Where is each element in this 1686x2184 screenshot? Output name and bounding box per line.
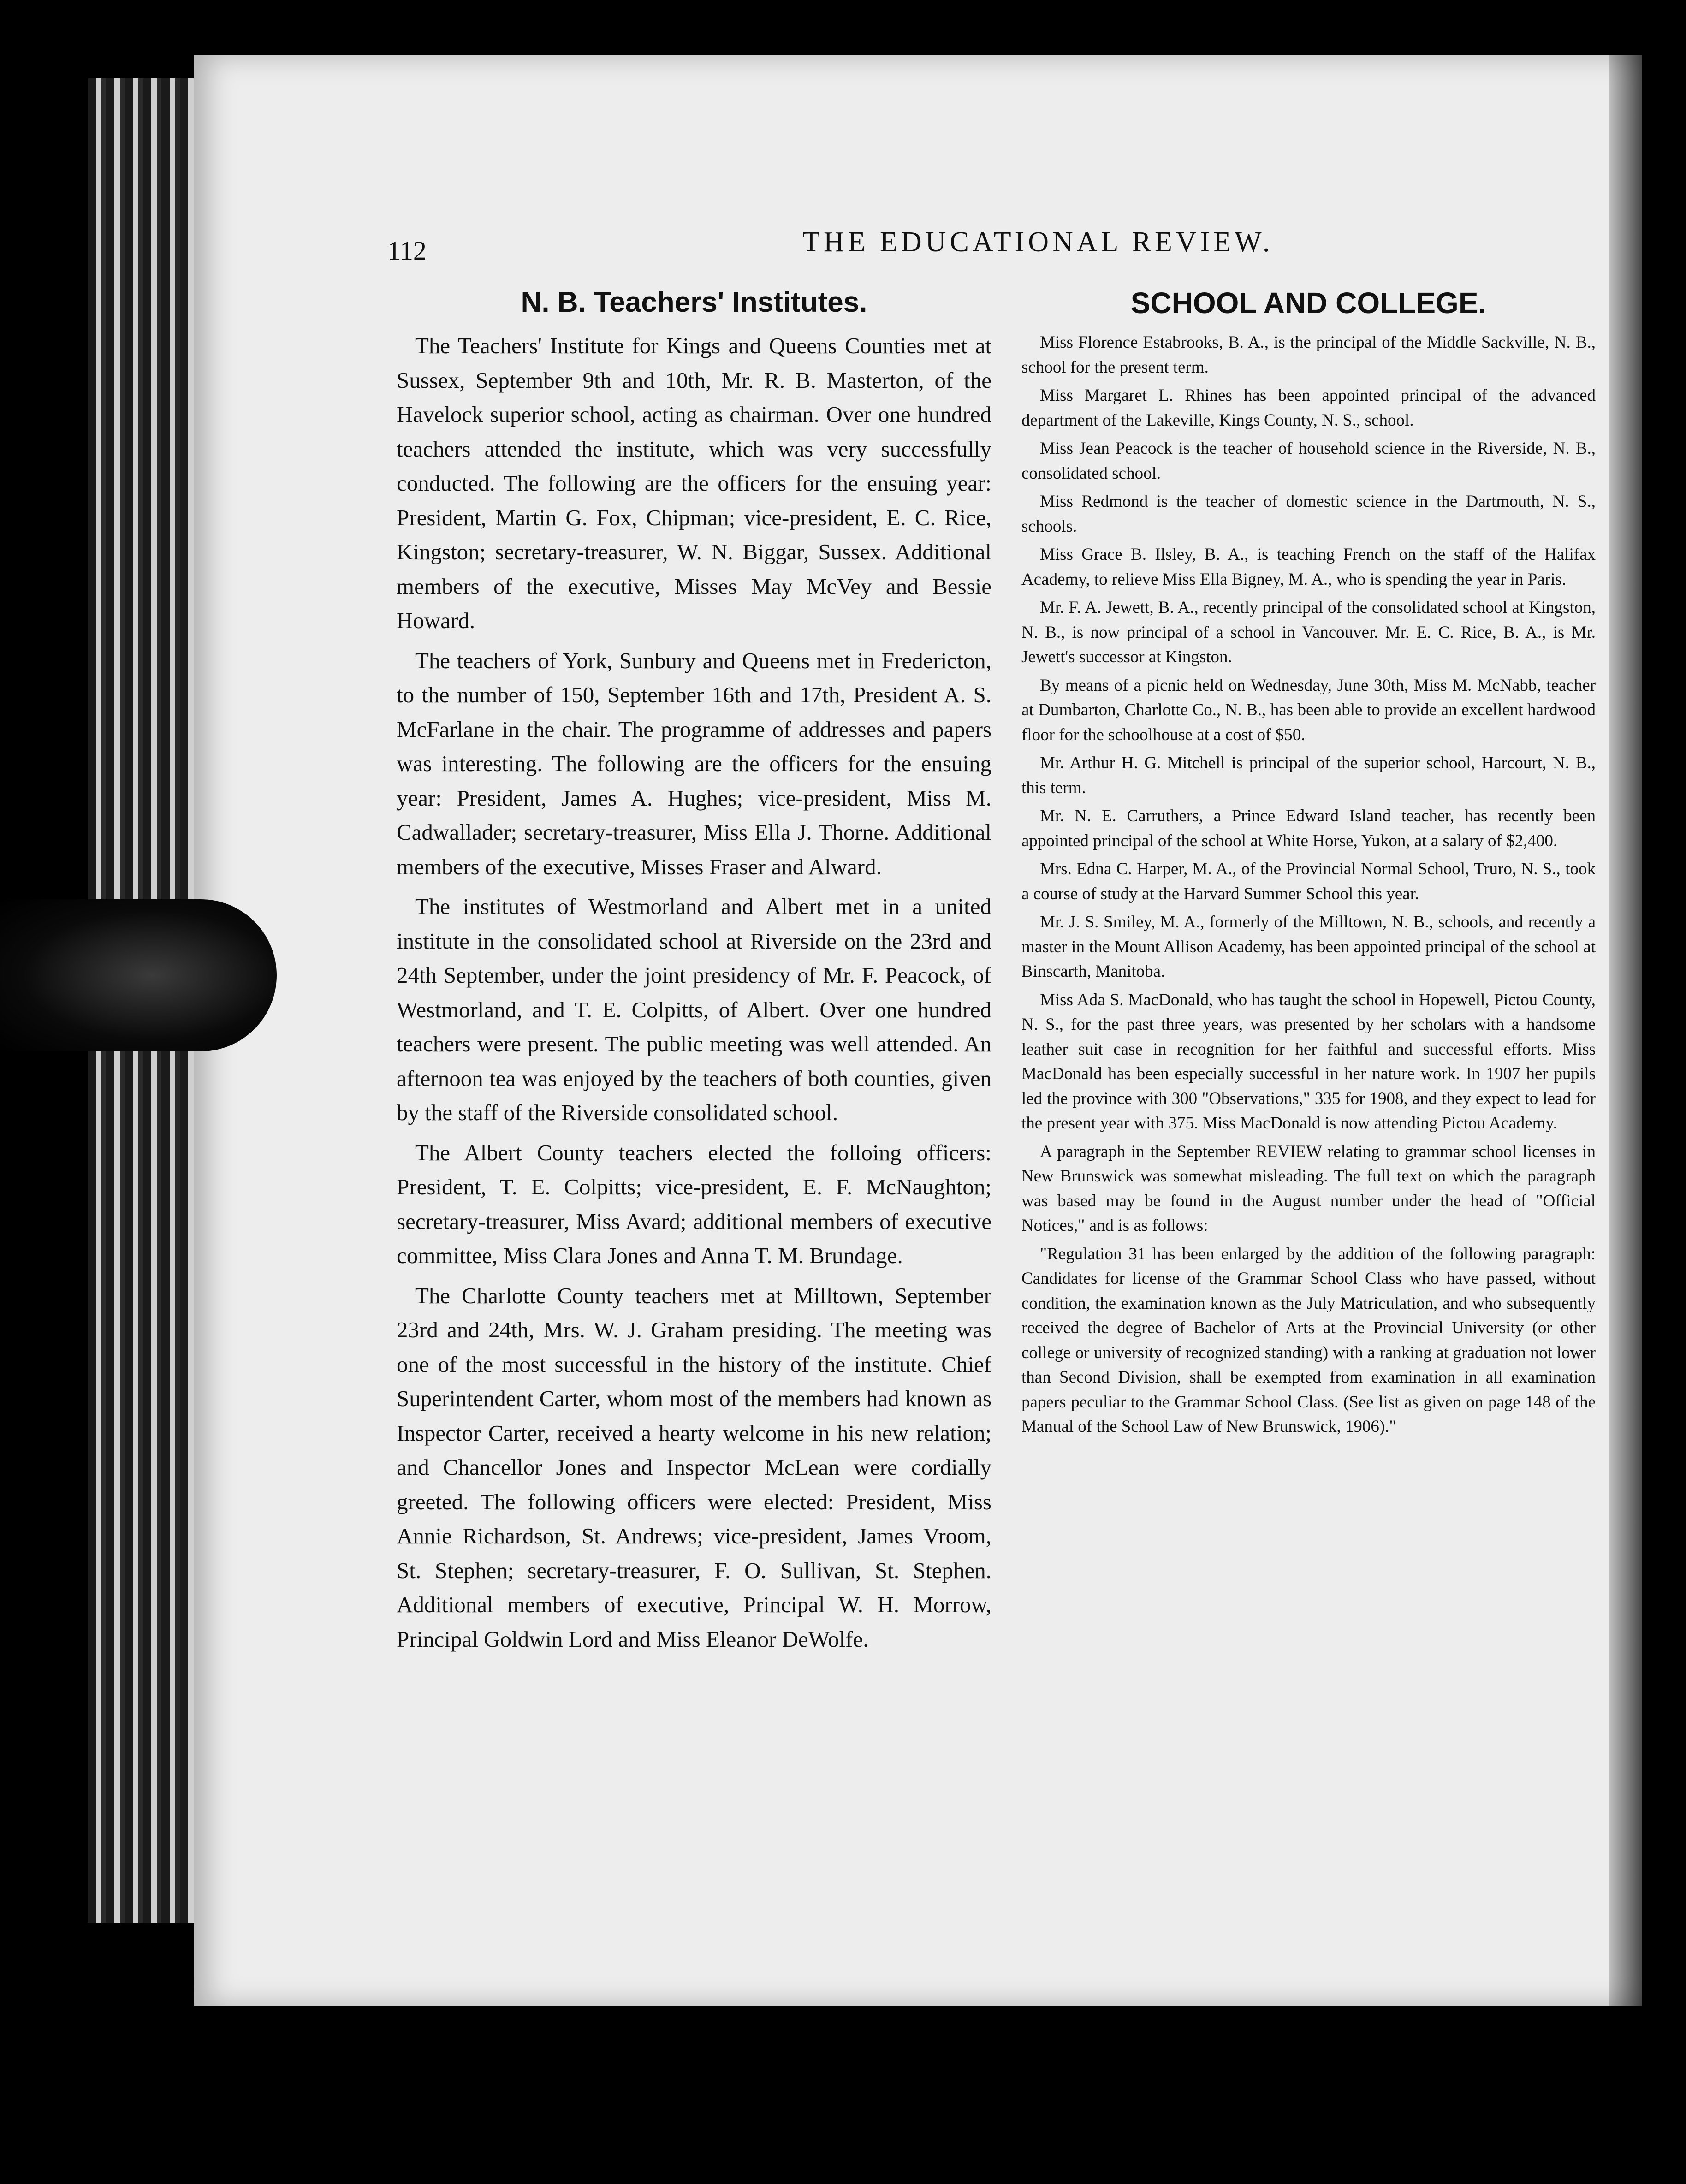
news-item: Miss Jean Peacock is the teacher of household science in the Riverside, N. B., consolidated school. (1021, 439, 1596, 483)
paragraph: The Teachers' Institute for Kings and Queens Counties met at Sussex, September 9th and 10th, Mr. R. B. Masterton, of the Havelock superior school, acting as chairman. Over one hundred teachers attended the institute, which was very successfully conducted. The following are the officers for the ensuing year: President, Martin G. Fox, Chipman; vice-president, E. C. Rice, Kingston; secretary-treasurer, W. N. Biggar, Sussex. Additional members of the executive, Misses May McVey and Bessie Howard. (397, 333, 991, 633)
paragraph: The Charlotte County teachers met at Milltown, September 23rd and 24th, Mrs. W. J. Graham presiding. The meeting was one of the most successful in the history of the institute. Chief Superintendent Carter, whom most of the members had known as Inspector Carter, received a hearty welcome in his new relation; and Chancellor Jones and Inspector McLean were cordially greeted. The following officers were elected: President, Miss Annie Richardson, St. Andrews; vice-president, James Vroom, St. Stephen; secretary-treasurer, F. O. Sullivan, St. Stephen. Additional members of executive, Principal W. H. Morrow, Principal Goldwin Lord and Miss Eleanor DeWolfe. (397, 1282, 991, 1652)
section-heading-teachers-institutes: N. B. Teachers' Institutes. (521, 286, 867, 318)
gutter-shadow (1609, 0, 1686, 2184)
right-column (1021, 286, 1596, 1443)
section-heading-school-and-college: SCHOOL AND COLLEGE. (1130, 286, 1487, 320)
paragraph: The Albert County teachers elected the folloing officers: President, T. E. Colpitts; vice-president, E. F. McNaughton; secretary-treasurer, Miss Avard; additional members of executive committee, Miss Clara Jones and Anna T. M. Brundage. (397, 1139, 991, 1268)
news-item: Mr. J. S. Smiley, M. A., formerly of the Milltown, N. B., schools, and recently a master in the Mount Allison Academy, has been appointed principal of the school at Binscarth, Manitoba. (1021, 913, 1596, 981)
paragraph: The teachers of York, Sunbury and Queens met in Fredericton, to the number of 150, September 16th and 17th, President A. S. McFarlane in the chair. The programme of addresses and papers was interesting. The following are the officers for the ensuing year: President, James A. Hughes; vice-president, Miss M. Cadwallader; secretary-treasurer, Miss Ella J. Thorne. Additional members of the executive, Misses Fraser and Alward. (397, 647, 991, 879)
news-item: Miss Margaret L. Rhines has been appointed principal of the advanced department of the Lakeville, Kings County, N. S., school. (1021, 386, 1596, 430)
journal-title: THE EDUCATIONAL REVIEW. (802, 226, 1274, 258)
news-item: By means of a picnic held on Wednesday, June 30th, Miss M. McNabb, teacher at Dumbarton, Charlotte Co., N. B., has been able to provide an excellent hardwood floor for the schoolhouse at a cost of $50. (1021, 676, 1596, 744)
news-item: Miss Redmond is the teacher of domestic science in the Dartmouth, N. S., schools. (1021, 492, 1596, 536)
news-item: Miss Florence Estabrooks, B. A., is the principal of the Middle Sackville, N. B., school for the present term. (1021, 333, 1596, 377)
news-item: Miss Ada S. MacDonald, who has taught the school in Hopewell, Pictou County, N. S., for the past three years, was presented by her scholars with a handsome leather suit case in recognition for her faithful and successful efforts. Miss MacDonald has been especially successful in her nature work. In 1907 her pupils led the province with 300 "Observations," 335 for 1908, and they expect to lead for the present year with 375. Miss MacDonald is now attending Pictou Academy. (1021, 990, 1596, 1133)
running-head (387, 226, 1568, 266)
news-item: Mr. Arthur H. G. Mitchell is principal of the superior school, Harcourt, N. B., this term. (1021, 754, 1596, 797)
news-item: Miss Grace B. Ilsley, B. A., is teaching French on the staff of the Halifax Academy, to relieve Miss Ella Bigney, M. A., who is spending the year in Paris. (1021, 545, 1596, 589)
paragraph: The institutes of Westmorland and Albert met in a united institute in the consolidated school at Riverside on the 23rd and 24th September, under the joint presidency of Mr. F. Peacock, of Westmorland, and T. E. Colpitts, of Albert. Over one hundred teachers were present. The public meeting was well attended. An afternoon tea was enjoyed by the teachers of both counties, given by the staff of the Riverside consolidated school. (397, 894, 991, 1125)
news-item: Mrs. Edna C. Harper, M. A., of the Provincial Normal School, Truro, N. S., took a course of study at the Harvard Summer School this year. (1021, 860, 1596, 903)
left-column (397, 286, 991, 1662)
news-item: "Regulation 31 has been enlarged by the addition of the following paragraph: Candidates for license of the Grammar School Class who have passed, without condition, the examination known as the July Matriculation, and who subsequently received the degree of Bachelor of Arts at the Provincial University (or other college or university of recognized standing) with a ranking at graduation not lower than Second Division, shall be exempted from examination in all examination papers peculiar to the Grammar School Class. (See list as given on page 148 of the Manual of the School Law of New Brunswick, 1906)." (1021, 1244, 1596, 1436)
page-number: 112 (387, 236, 427, 266)
news-item: Mr. N. E. Carruthers, a Prince Edward Island teacher, has recently been appointed principal of the school at White Horse, Yukon, at a salary of $2,400. (1021, 807, 1596, 850)
thumb-shadow (0, 899, 277, 1051)
news-item: Mr. F. A. Jewett, B. A., recently principal of the consolidated school at Kingston, N. B., is now principal of a school in Vancouver. Mr. E. C. Rice, B. A., is Mr. Jewett's successor at Kingston. (1021, 598, 1596, 666)
news-item: A paragraph in the September REVIEW relating to grammar school licenses in New Brunswick was somewhat misleading. The full text on which the paragraph was based may be found in the August number under the head of "Official Notices," and is as follows: (1021, 1142, 1596, 1235)
